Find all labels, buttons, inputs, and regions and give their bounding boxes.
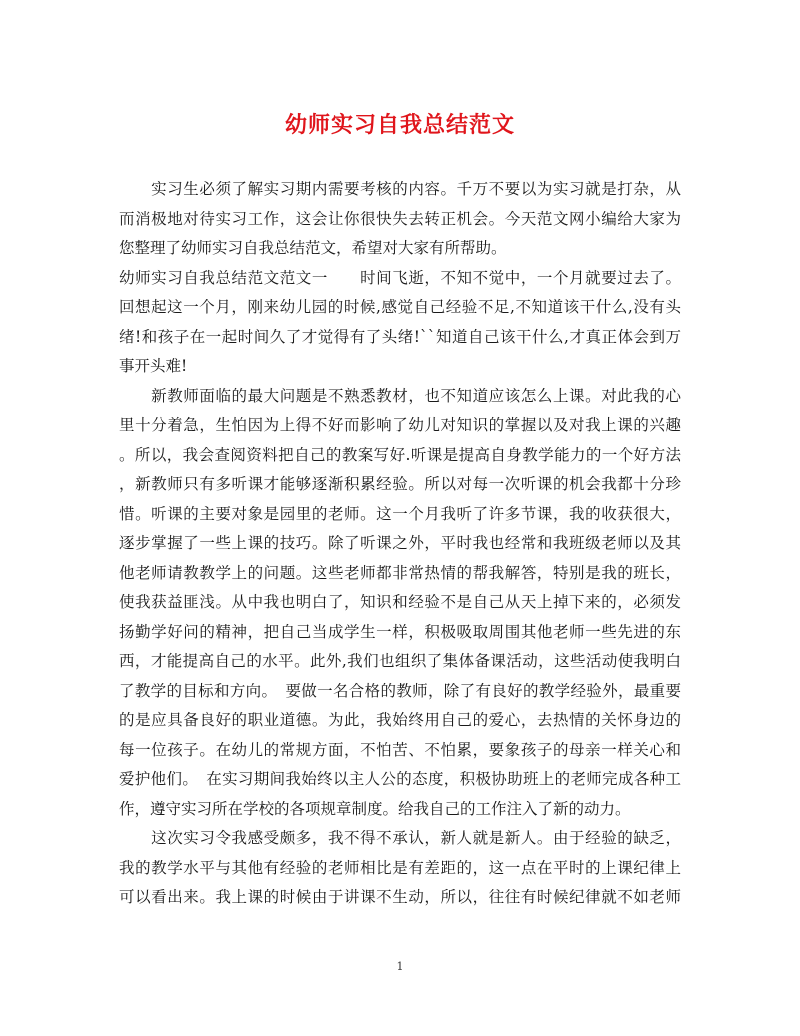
document-title: 幼师实习自我总结范文 [284, 112, 515, 138]
text-line: 作，遵守实习所在学校的各项规章制度。给我自己的工作注入了新的动力。 [119, 799, 631, 818]
text-line: 爱护他们。 在实习期间我始终以主人公的态度，积极协助班上的老师完成各种工 [119, 770, 681, 788]
text-line: 新教师面临的最大问题是不熟悉教材，也不知道应该怎么上课。对此我的心 [119, 386, 681, 405]
text-line: 的是应具备良好的职业道德。为此，我始终用自己的爱心，去热情的关怀身边的 [119, 711, 681, 729]
page-number: 1 [396, 960, 404, 973]
text-line: 实习生必须了解实习期内需要考核的内容。千万不要以为实习就是打杂，从 [119, 180, 681, 198]
text-line: 。所以，我会查阅资料把自己的教案写好.听课是提高自身教学能力的一个好方法 [119, 445, 681, 464]
text-line: 扬勤学好问的精神，把自己当成学生一样，积极吸取周围其他老师一些先进的东 [119, 622, 681, 641]
text-line: 使我获益匪浅。从中我也明白了，知识和经验不是自己从天上掉下来的，必须发 [119, 593, 681, 611]
text-line: 您整理了幼师实习自我总结范文，希望对大家有所帮助。 [119, 239, 507, 257]
text-line: 逐步掌握了一些上课的技巧。除了听课之外，平时我也经常和我班级老师以及其 [119, 534, 681, 552]
text-line: 可以看出来。我上课的时候由于讲课不生动，所以，往往有时候纪律就不如老师 [119, 888, 681, 906]
text-line: 我的教学水平与其他有经验的老师相比是有差距的，这一点在平时的上课纪律上 [119, 858, 681, 877]
text-line: 了教学的目标和方向。 要做一名合格的教师，除了有良好的教学经验外，最重要 [119, 681, 681, 700]
text-line: 惜。听课的主要对象是园里的老师。这一个月我听了许多节课，我的收获很大， [119, 504, 681, 523]
text-line: 每一位孩子。在幼儿的常规方面，不怕苦、不怕累，要象孩子的母亲一样关心和 [119, 740, 681, 759]
text-line: 事开头难! [119, 357, 188, 375]
text-line: 西，才能提高自己的水平。此外,我们也组织了集体备课活动，这些活动使我明白 [119, 652, 681, 670]
text-line: 里十分着急，生怕因为上得不好而影响了幼儿对知识的掌握以及对我上课的兴趣 [119, 416, 681, 434]
text-line: 幼师实习自我总结范文范文一 时间飞逝，不知不觉中，一个月就要过去了。 [119, 268, 681, 287]
document-body [119, 175, 681, 913]
text-line: 回想起这一个月，刚来幼儿园的时候,感觉自己经验不足,不知道该干什么,没有头 [119, 298, 681, 316]
text-line: 他老师请教教学上的问题。这些老师都非常热情的帮我解答，特别是我的班长， [119, 563, 681, 582]
text-line: 绪!和孩子在一起时间久了才觉得有了头绪!``知道自己该干什么,才真正体会到万 [119, 327, 681, 346]
text-line: ，新教师只有多听课才能够逐渐积累经验。所以对每一次听课的机会我都十分珍 [119, 475, 681, 493]
text-line: 而消极地对待实习工作，这会让你很快失去转正机会。今天范文网小编给大家为 [119, 209, 681, 228]
text-line: 这次实习令我感受颇多，我不得不承认，新人就是新人。由于经验的缺乏， [119, 829, 681, 847]
